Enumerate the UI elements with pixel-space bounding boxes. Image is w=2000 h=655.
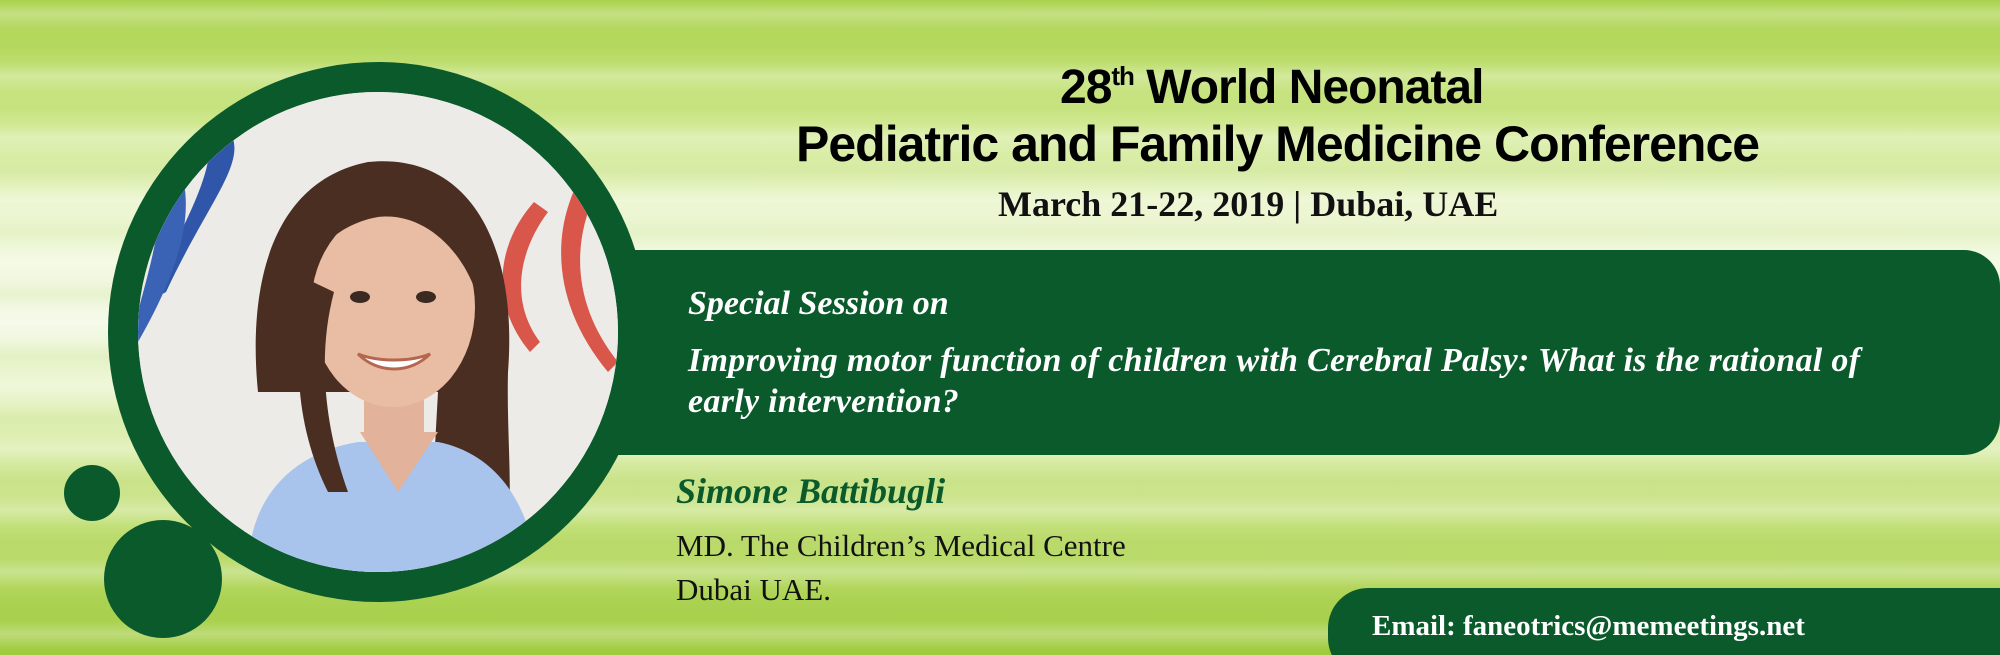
title-line-1-rest: World Neonatal — [1133, 61, 1484, 114]
decorative-circle-small — [64, 465, 120, 521]
conference-location: Dubai, UAE — [1310, 184, 1499, 224]
date-location-separator: | — [1293, 184, 1302, 224]
edition-suffix: th — [1111, 61, 1134, 91]
speaker-portrait-illustration — [138, 92, 618, 572]
session-label: Special Session on — [688, 285, 949, 322]
conference-date-location — [998, 183, 1498, 225]
conference-title-line-2: Pediatric and Family Medicine Conference — [796, 116, 1760, 172]
conference-dates: March 21-22, 2019 — [998, 184, 1285, 224]
speaker-name: Simone Battibugli — [676, 471, 946, 511]
speaker-affiliation-line-1: MD. The Children’s Medical Centre — [676, 528, 1126, 563]
conference-title-line-1 — [1060, 60, 1483, 116]
speaker-affiliation-line-2: Dubai UAE. — [676, 572, 831, 607]
speaker-photo — [138, 92, 618, 572]
contact-email: Email: faneotrics@memeetings.net — [1372, 610, 1805, 642]
session-topic: Improving motor function of children with Cerebral Palsy: What is the rational of early intervention? — [688, 342, 1861, 420]
edition-number: 28 — [1060, 61, 1112, 114]
